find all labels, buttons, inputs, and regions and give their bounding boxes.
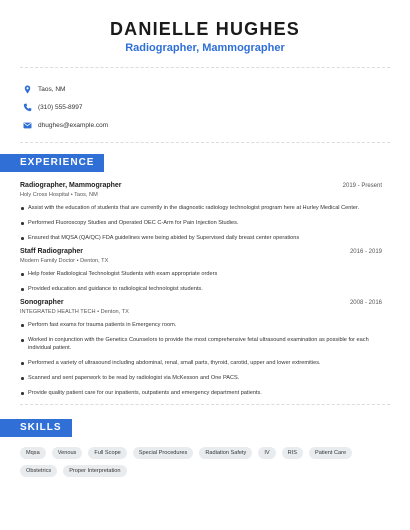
job-employer bbox=[20, 309, 382, 315]
bullet-item: Worked in conjunction with the Genetics Counselors to provide the most comprehensive fetal ultrasound examination as possible for each individual patient. bbox=[28, 336, 382, 352]
resume-header bbox=[0, 0, 410, 54]
job-location: Denton, TX bbox=[100, 309, 129, 315]
job-bullets bbox=[20, 204, 382, 242]
bullet-item: Assist with the education of students that are currently in the diagnostic radiology technologist program here at Hurley Medical Center. bbox=[28, 204, 382, 212]
divider bbox=[20, 142, 390, 143]
contact-phone bbox=[22, 98, 410, 116]
job-dates: 2016 - 2019 bbox=[349, 249, 382, 255]
job-bullets bbox=[20, 270, 382, 293]
location-pin-icon bbox=[22, 84, 32, 94]
bullet-item: Help foster Radiological Technologist Students with exam appropriate orders bbox=[28, 270, 382, 278]
skill-tag: Obstetrics bbox=[20, 465, 57, 477]
bullet-item: Performed a variety of ultrasound including abdominal, renal, small parts, thyroid, carotid, upper and lower extremities. bbox=[28, 359, 382, 367]
job-org: Holy Cross Hospital bbox=[20, 192, 70, 198]
job-separator: • bbox=[97, 309, 100, 315]
job-org: INTEGRATED HEALTH TECH bbox=[20, 309, 96, 315]
skill-tag: Special Procedures bbox=[133, 447, 194, 459]
skills-heading: SKILLS bbox=[0, 419, 72, 437]
job-title: Sonographer bbox=[20, 299, 64, 306]
job-entry bbox=[0, 248, 410, 293]
job-separator: • bbox=[76, 258, 79, 264]
contact-list bbox=[0, 68, 410, 134]
contact-location bbox=[22, 80, 410, 98]
job-bullets bbox=[20, 321, 382, 397]
bullet-item: Perform fast exams for trauma patients in Emergency room. bbox=[28, 321, 382, 329]
job-entry bbox=[0, 299, 410, 397]
candidate-role: Radiographer, Mammographer bbox=[125, 42, 285, 54]
skill-tag: Venous bbox=[52, 447, 83, 459]
job-org: Modern Family Doctor bbox=[20, 258, 76, 264]
contact-phone-text: (310) 555-8997 bbox=[38, 103, 83, 111]
bullet-item: Scanned and sent paperwork to be read by radiologist via McKesson and One PACS. bbox=[28, 374, 382, 382]
job-title: Staff Radiographer bbox=[20, 248, 84, 255]
skill-tag: Mqsa bbox=[20, 447, 46, 459]
bullet-item: Provided education and guidance to radiological technologist students. bbox=[28, 285, 382, 293]
skills-tag-list bbox=[0, 447, 410, 477]
skill-tag: Proper Interpretation bbox=[63, 465, 126, 477]
job-location: Taos, NM bbox=[74, 192, 98, 198]
bullet-item: Provide quality patient care for our inpatients, outpatients and emergency department patients. bbox=[28, 389, 382, 397]
job-entry bbox=[0, 182, 410, 242]
contact-email-text: dhughes@example.com bbox=[38, 121, 109, 129]
email-icon bbox=[22, 120, 32, 130]
bullet-item: Ensured that MQSA (QA/QC) FDA guidelines were being abided by Supervised daily breast center operations bbox=[28, 234, 382, 242]
job-dates: 2019 - Present bbox=[342, 183, 382, 189]
contact-email bbox=[22, 116, 410, 134]
skill-tag: Patient Care bbox=[309, 447, 352, 459]
job-separator: • bbox=[70, 192, 73, 198]
skill-tag: Full Scope bbox=[88, 447, 126, 459]
job-employer bbox=[20, 192, 382, 198]
experience-heading: EXPERIENCE bbox=[0, 154, 104, 172]
job-title: Radiographer, Mammographer bbox=[20, 182, 122, 189]
phone-icon bbox=[22, 102, 32, 112]
experience-section bbox=[0, 152, 410, 397]
job-employer bbox=[20, 258, 382, 264]
skill-tag: IV bbox=[258, 447, 275, 459]
job-location: Denton, TX bbox=[80, 258, 109, 264]
skills-section bbox=[0, 417, 410, 477]
skill-tag: Radiation Safety bbox=[199, 447, 252, 459]
job-dates: 2008 - 2016 bbox=[349, 300, 382, 306]
candidate-name: DANIELLE HUGHES bbox=[109, 19, 300, 39]
divider bbox=[20, 404, 390, 405]
contact-location-text: Taos, NM bbox=[38, 85, 66, 93]
skill-tag: RIS bbox=[282, 447, 303, 459]
bullet-item: Performed Fluoroscopy Studies and Operated OEC C-Arm for Pain Injection Studies. bbox=[28, 219, 382, 227]
